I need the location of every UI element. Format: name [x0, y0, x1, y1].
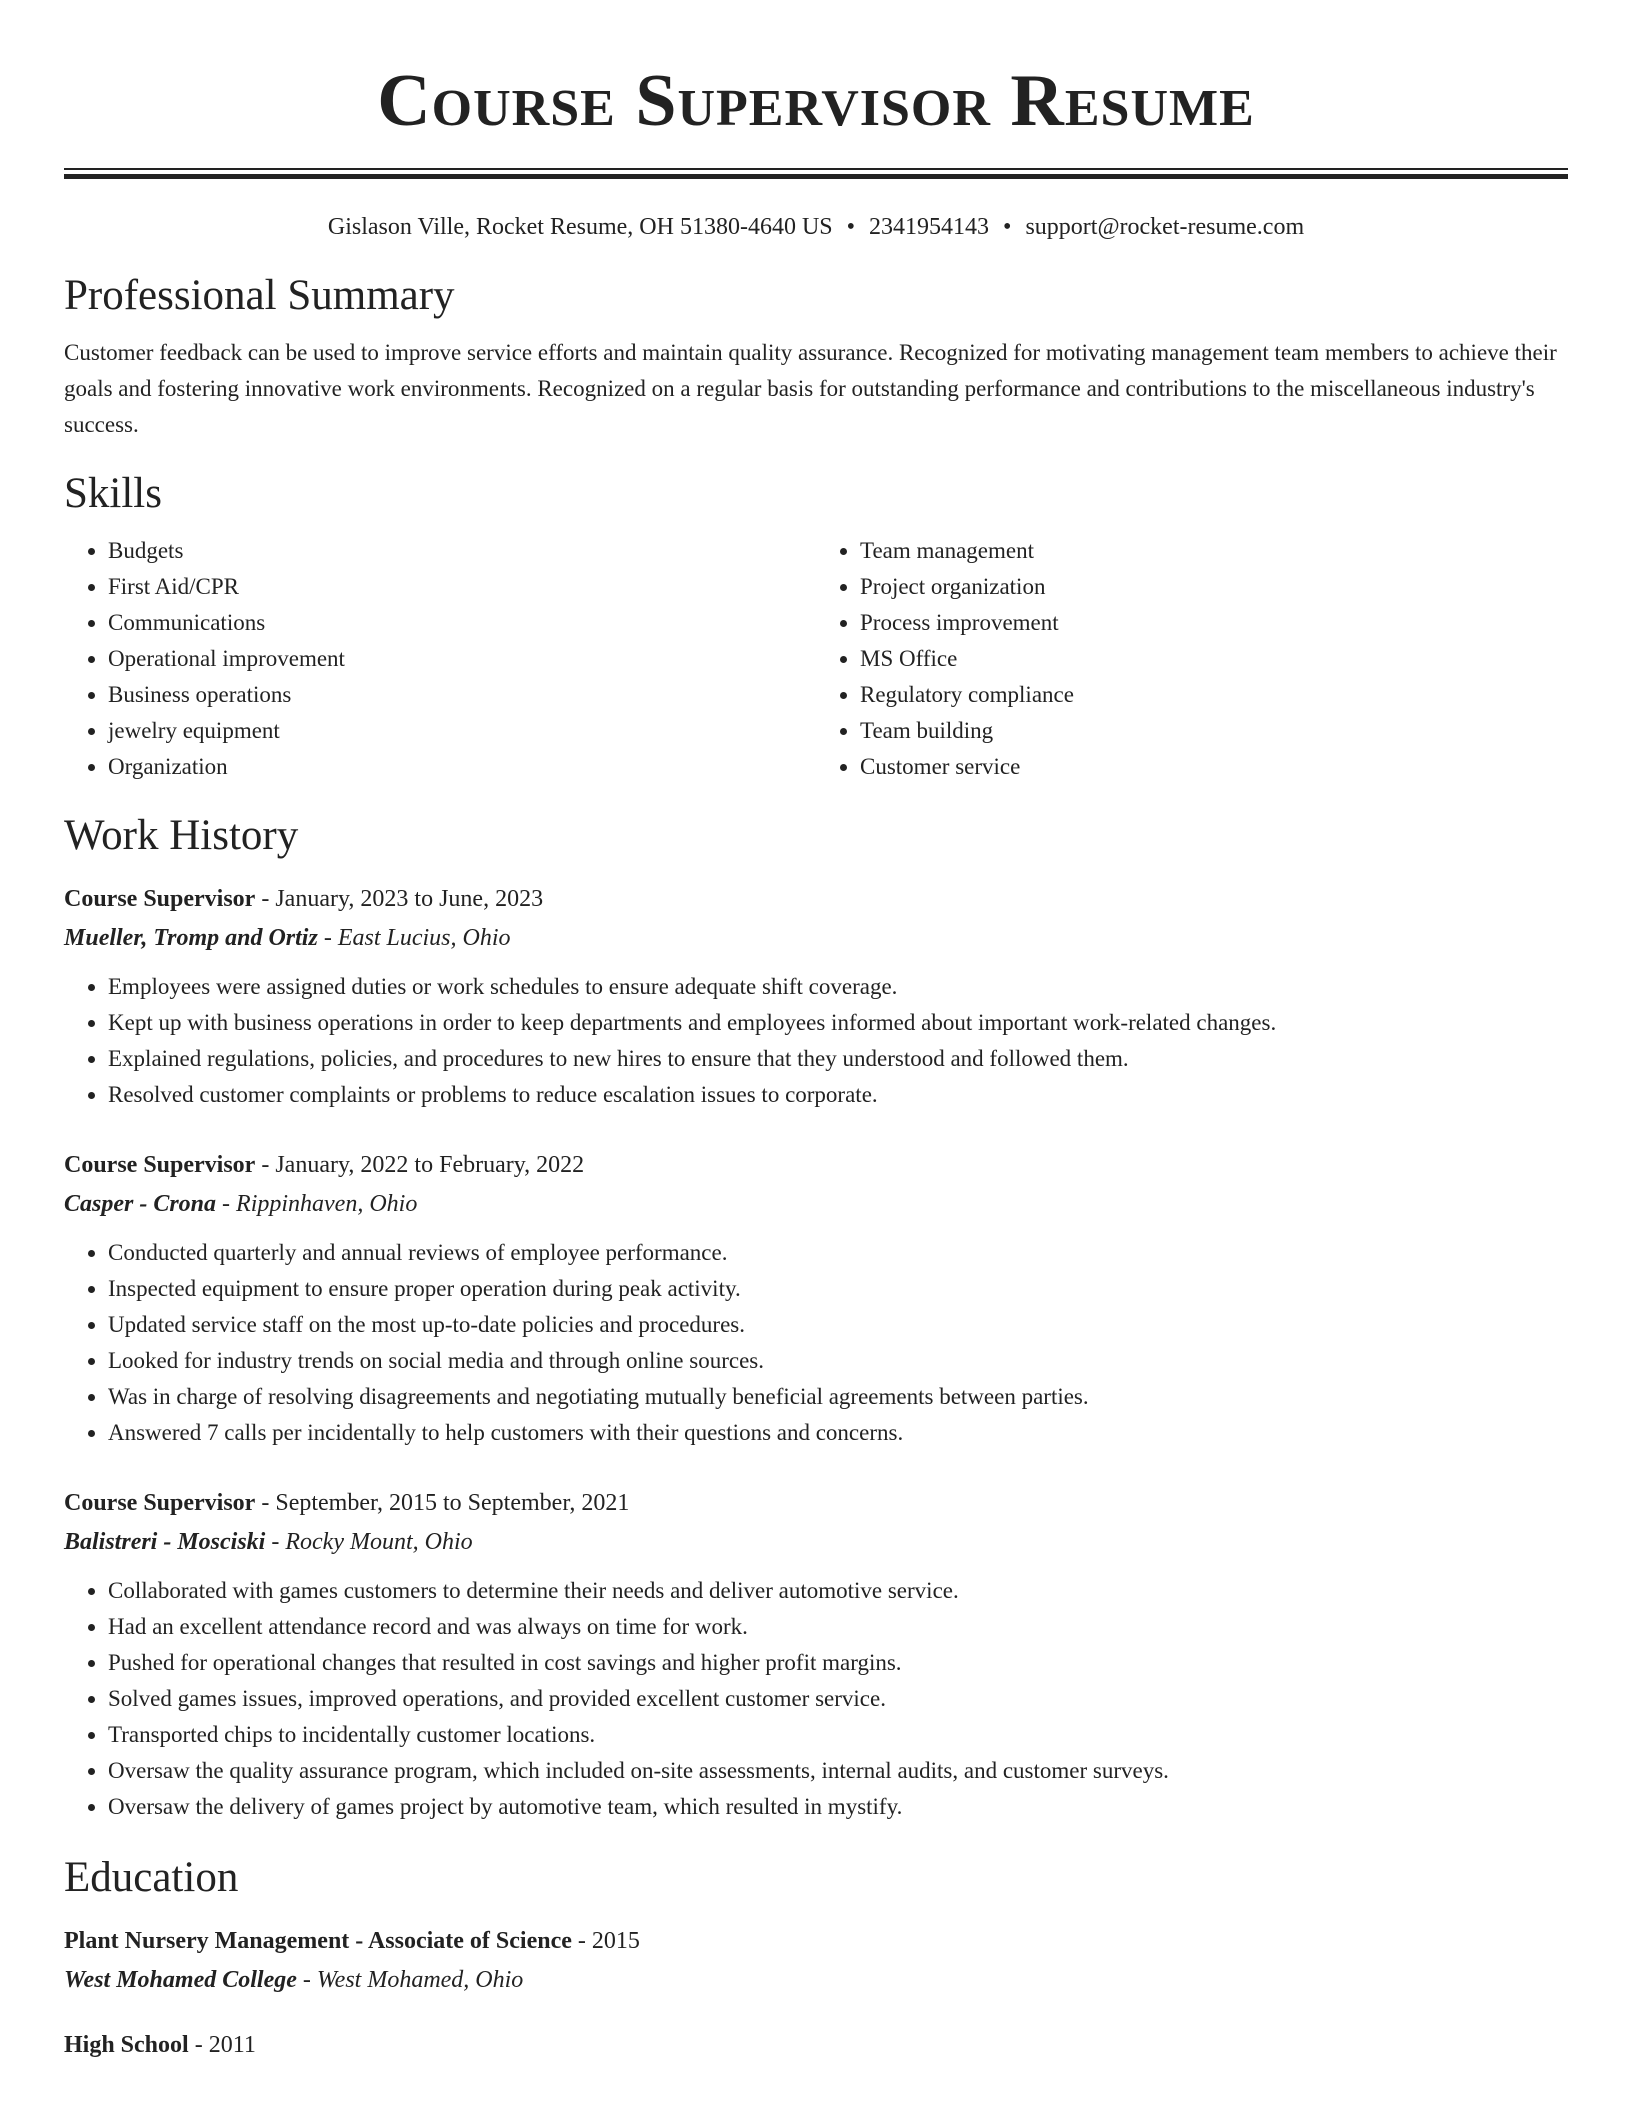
job-duty: • Resolved customer complaints or problems to reduce escalation issues to corporate.	[108, 1077, 1568, 1113]
contact-line	[64, 211, 1568, 243]
summary-section	[64, 269, 1568, 443]
job-duty: • Had an excellent attendance record and was always on time for work.	[108, 1609, 1568, 1645]
skill-item: • Project organization	[860, 569, 1568, 605]
job-duty: • Inspected equipment to ensure proper operation during peak activity.	[108, 1271, 1568, 1307]
education-degree: High School	[64, 2032, 189, 2058]
job-dates: September, 2015 to September, 2021	[275, 1490, 630, 1516]
skills-section	[64, 467, 1568, 785]
education-institution: West Mohamed College - West Mohamed, Ohio	[64, 1967, 524, 1993]
job-entry	[64, 1145, 1568, 1451]
skills-heading: Skills	[64, 470, 162, 517]
education-entry	[64, 2025, 1568, 2065]
job-dates: January, 2023 to June, 2023	[275, 886, 544, 912]
skills-column-left	[64, 533, 816, 785]
contact-separator: •	[1003, 214, 1012, 240]
job-location: East Lucius, Ohio	[337, 925, 511, 951]
job-header: Course Supervisor - January, 2023 to June, 2023	[64, 886, 544, 912]
job-location: Rocky Mount, Ohio	[285, 1529, 473, 1555]
skill-item: • Team building	[860, 713, 1568, 749]
job-company: Mueller, Tromp and Ortiz	[64, 925, 318, 951]
skill-item: • Process improvement	[860, 605, 1568, 641]
job-duties	[64, 1573, 1568, 1825]
skill-item: • MS Office	[860, 641, 1568, 677]
skill-item: • Team management	[860, 533, 1568, 569]
skill-item: • Operational improvement	[108, 641, 816, 677]
skill-item: • First Aid/CPR	[108, 569, 816, 605]
work-history-heading: Work History	[64, 812, 299, 859]
summary-text: Customer feedback can be used to improve service efforts and maintain quality assurance. Recognized for motivating management team members to achieve their goals and fostering innovative work environments. Recognized on a regular basis for outstanding performance and contributions to the miscellaneous industry's success.	[64, 340, 1557, 437]
education-entry	[64, 1921, 1568, 1999]
job-duty: • Oversaw the delivery of games project by automotive team, which resulted in mystify.	[108, 1789, 1568, 1825]
job-employer: Mueller, Tromp and Ortiz - East Lucius, Ohio	[64, 925, 511, 951]
job-header: Course Supervisor - January, 2022 to February, 2022	[64, 1152, 585, 1178]
skill-item: • Budgets	[108, 533, 816, 569]
education-header: Plant Nursery Management - Associate of Science - 2015	[64, 1928, 640, 1954]
job-duties	[64, 1235, 1568, 1451]
title-divider	[64, 168, 1568, 179]
page-title: Course Supervisor Resume	[377, 60, 1255, 142]
job-employer: Casper - Crona - Rippinhaven, Ohio	[64, 1191, 418, 1217]
job-title: Course Supervisor	[64, 1152, 256, 1178]
summary-heading: Professional Summary	[64, 272, 455, 319]
job-entry	[64, 1483, 1568, 1825]
job-duty: • Collaborated with games customers to determine their needs and deliver automotive service.	[108, 1573, 1568, 1609]
job-duty: • Transported chips to incidentally customer locations.	[108, 1717, 1568, 1753]
job-duty: • Explained regulations, policies, and procedures to new hires to ensure that they understood and followed them.	[108, 1041, 1568, 1077]
education-year: 2011	[208, 2032, 256, 2058]
contact-separator: •	[846, 214, 856, 240]
job-duties	[64, 969, 1568, 1113]
education-year: 2015	[591, 1928, 640, 1954]
job-duty: • Answered 7 calls per incidentally to help customers with their questions and concerns.	[108, 1415, 1568, 1451]
job-duty: • Solved games issues, improved operations, and provided excellent customer service.	[108, 1681, 1568, 1717]
skill-item: • Business operations	[108, 677, 816, 713]
job-company: Balistreri - Mosciski	[64, 1529, 266, 1555]
job-title: Course Supervisor	[64, 1490, 256, 1516]
education-location: West Mohamed, Ohio	[316, 1967, 524, 1993]
education-section	[64, 1851, 1568, 2065]
skill-item: • Organization	[108, 749, 816, 785]
skill-item: • Regulatory compliance	[860, 677, 1568, 713]
job-duty: • Kept up with business operations in order to keep departments and employees informed about important work-related changes.	[108, 1005, 1568, 1041]
job-location: Rippinhaven, Ohio	[236, 1191, 418, 1217]
contact-address: Gislason Ville, Rocket Resume, OH 51380-4640 US	[327, 214, 833, 240]
job-dates: January, 2022 to February, 2022	[275, 1152, 585, 1178]
skill-item: • jewelry equipment	[108, 713, 816, 749]
job-header: Course Supervisor - September, 2015 to September, 2021	[64, 1490, 630, 1516]
job-entry	[64, 879, 1568, 1113]
job-duty: • Looked for industry trends on social media and through online sources.	[108, 1343, 1568, 1379]
education-header: High School - 2011	[64, 2032, 256, 2058]
education-heading: Education	[64, 1854, 239, 1901]
skill-item: • Customer service	[860, 749, 1568, 785]
job-duty: • Oversaw the quality assurance program, which included on-site assessments, internal audits, and customer surveys.	[108, 1753, 1568, 1789]
job-company: Casper - Crona	[64, 1191, 217, 1217]
education-degree: Plant Nursery Management - Associate of Science	[64, 1928, 572, 1954]
job-duty: • Updated service staff on the most up-to-date policies and procedures.	[108, 1307, 1568, 1343]
work-history-section	[64, 809, 1568, 1825]
job-duty: • Was in charge of resolving disagreements and negotiating mutually beneficial agreements between parties.	[108, 1379, 1568, 1415]
contact-phone: 2341954143	[869, 214, 990, 240]
job-title: Course Supervisor	[64, 886, 256, 912]
job-duty: • Pushed for operational changes that resulted in cost savings and higher profit margins.	[108, 1645, 1568, 1681]
education-school: West Mohamed College	[64, 1967, 297, 1993]
skill-item: • Communications	[108, 605, 816, 641]
contact-email[interactable]: support@rocket-resume.com	[1025, 214, 1305, 240]
job-employer: Balistreri - Mosciski - Rocky Mount, Ohio	[64, 1529, 473, 1555]
skills-grid	[64, 533, 1568, 785]
job-duty: • Conducted quarterly and annual reviews of employee performance.	[108, 1235, 1568, 1271]
skills-column-right	[816, 533, 1568, 785]
job-duty: • Employees were assigned duties or work schedules to ensure adequate shift coverage.	[108, 969, 1568, 1005]
